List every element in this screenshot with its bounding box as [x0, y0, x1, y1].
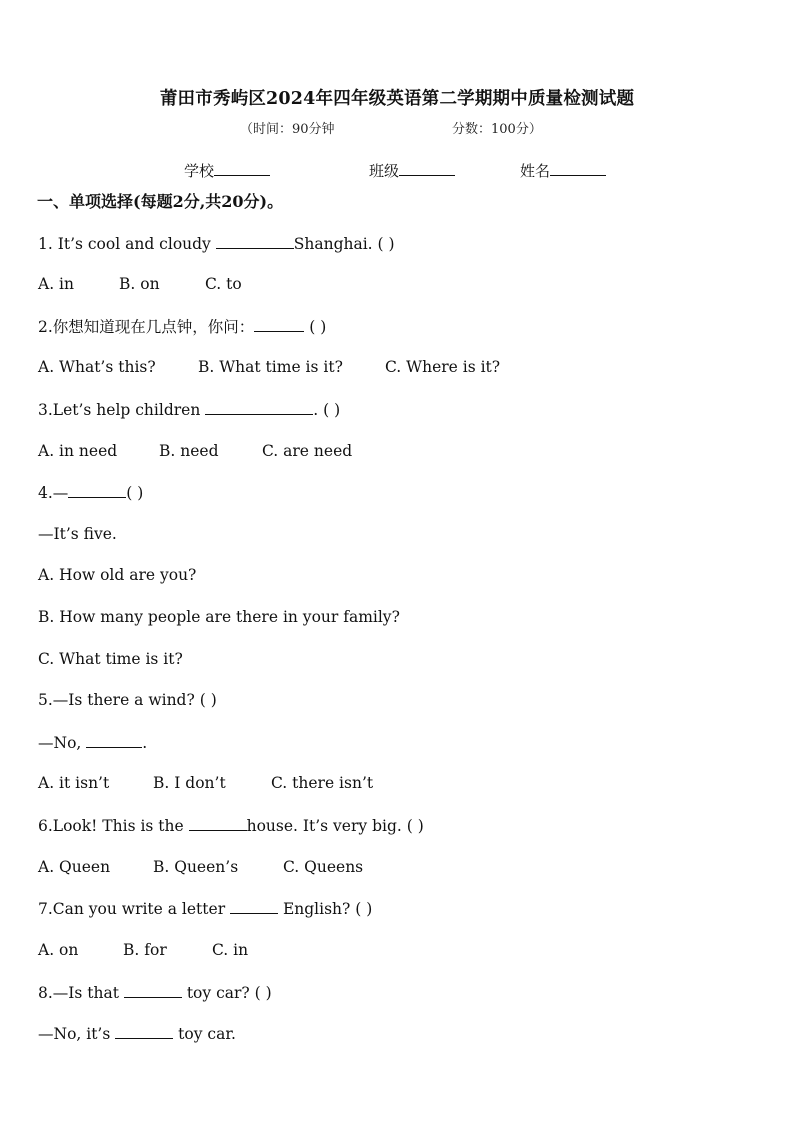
question-1-text: 1. It’s cool and cloudy [38, 235, 216, 253]
name-field [520, 160, 606, 181]
question-4 [38, 482, 143, 503]
option-c: C. Queens [283, 858, 364, 876]
answer-blank [254, 316, 304, 332]
question-2-options [38, 357, 500, 377]
question-3 [38, 399, 340, 420]
question-4-text: 4.— [38, 484, 69, 502]
answer-blank [205, 399, 313, 415]
class-blank [399, 161, 455, 176]
question-4-answer: —It’s five. [38, 525, 117, 543]
option-c: C. to [205, 275, 242, 293]
question-6-text: 6.Look! This is the [38, 817, 189, 835]
option-b: B. I don’t [153, 774, 226, 792]
question-2-text-end: ( ) [304, 318, 327, 336]
question-1 [38, 233, 395, 254]
option-a: A. in need [38, 442, 118, 460]
question-8-answer [38, 1023, 236, 1044]
name-blank [550, 161, 606, 176]
question-2 [38, 316, 326, 337]
question-6-options [38, 857, 363, 877]
option-c: C. there isn’t [271, 774, 374, 792]
exam-title: 莆田市秀屿区2024年四年级英语第二学期期中质量检测试题 [159, 89, 635, 109]
option-c: C. in [212, 941, 249, 959]
question-7-text-end: English? ( ) [278, 900, 373, 918]
question-1-options [38, 274, 242, 294]
option-a: A. Queen [38, 858, 111, 876]
class-label: 班级 [369, 162, 400, 180]
exam-time: （时间：90分钟 [240, 122, 335, 137]
option-a: A. it isn’t [38, 774, 110, 792]
question-6-text-end: house. It’s very big. ( ) [246, 817, 424, 835]
option-c: C. What time is it? [38, 650, 183, 668]
school-blank [214, 161, 270, 176]
answer-blank [216, 233, 294, 249]
question-6 [38, 815, 424, 836]
answer-blank [68, 482, 126, 498]
exam-score: 分数：100分） [452, 122, 542, 137]
question-7-options [38, 940, 248, 960]
answer-text-end: toy car. [173, 1025, 236, 1043]
question-3-options [38, 441, 352, 461]
question-7 [38, 898, 372, 919]
question-8-text: 8.—Is that [38, 984, 124, 1002]
name-label: 姓名 [520, 162, 551, 180]
question-3-text-end: . ( ) [313, 401, 341, 419]
option-b: B. What time is it? [198, 358, 343, 376]
option-a: A. in [38, 275, 74, 293]
answer-blank [189, 815, 247, 831]
question-5: 5.—Is there a wind? ( ) [38, 691, 217, 709]
question-1-text-end: Shanghai. ( ) [293, 235, 395, 253]
question-4-text-end: ( ) [126, 484, 144, 502]
school-field [184, 160, 270, 181]
option-b: B. Queen’s [153, 858, 239, 876]
option-c: C. Where is it? [385, 358, 501, 376]
answer-blank [124, 982, 182, 998]
option-b: B. How many people are there in your family? [38, 608, 400, 626]
option-b: B. on [119, 275, 160, 293]
answer-blank [230, 898, 278, 914]
option-c: C. are need [262, 442, 353, 460]
option-a: A. What’s this? [38, 358, 156, 376]
option-b: B. for [123, 941, 167, 959]
answer-text-end: . [142, 734, 148, 752]
class-field [369, 160, 455, 181]
section-heading: 一、单项选择(每题2分,共20分)。 [37, 192, 284, 211]
question-5-answer [38, 732, 147, 753]
question-8 [38, 982, 272, 1003]
answer-blank [86, 732, 142, 748]
question-7-text: 7.Can you write a letter [38, 900, 231, 918]
option-a: A. How old are you? [38, 566, 197, 584]
answer-text: —No, [38, 734, 87, 752]
question-2-text: 2.你想知道现在几点钟，你问： [38, 318, 255, 336]
answer-text: —No, it’s [38, 1025, 116, 1043]
option-b: B. need [159, 442, 219, 460]
option-a: A. on [38, 941, 79, 959]
school-label: 学校 [184, 162, 215, 180]
question-3-text: 3.Let’s help children [38, 401, 206, 419]
question-5-options [38, 773, 373, 793]
question-8-text-end: toy car? ( ) [181, 984, 272, 1002]
answer-blank [115, 1023, 173, 1039]
